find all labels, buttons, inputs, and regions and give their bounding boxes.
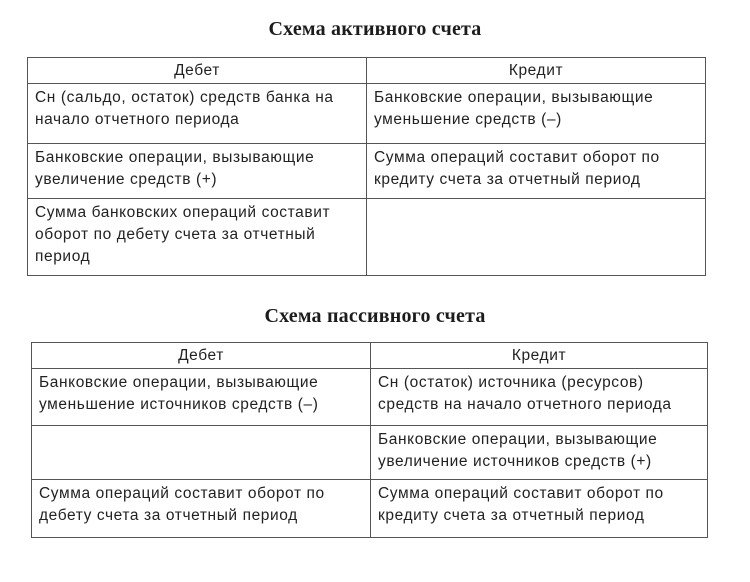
debit-cell: Сн (сальдо, остаток) средств банка на начало отчетного периода [28,84,367,144]
debit-column-header: Дебет [28,58,367,84]
credit-column-header: Кредит [367,58,706,84]
credit-cell: Сумма операций составит оборот по кредиту счета за отчетный период [371,480,708,538]
table-row [32,426,708,480]
table-row [28,199,706,276]
debit-cell: Сумма банковских операций составит оборот по дебету счета за отчетный период [28,199,367,276]
debit-cell: Банковские операции, вызывающие увеличение средств (+) [28,144,367,199]
table-header-row [28,58,706,84]
credit-cell-empty [367,199,706,276]
table-row [32,480,708,538]
debit-cell: Банковские операции, вызывающие уменьшение источников средств (–) [32,369,371,426]
debit-column-header: Дебет [32,343,371,369]
table-header-row [32,343,708,369]
table-row [32,369,708,426]
passive-scheme-title: Схема пассивного счета [264,305,486,327]
credit-column-header: Кредит [371,343,708,369]
table-row [28,84,706,144]
table-row [28,144,706,199]
active-scheme-table [27,57,706,276]
debit-cell-empty [32,426,371,480]
debit-cell: Сумма операций составит оборот по дебету счета за отчетный период [32,480,371,538]
credit-cell: Сумма операций составит оборот по кредиту счета за отчетный период [367,144,706,199]
credit-cell: Банковские операции, вызывающие увеличение источников средств (+) [371,426,708,480]
credit-cell: Банковские операции, вызывающие уменьшение средств (–) [367,84,706,144]
active-scheme-title: Схема активного счета [268,18,482,40]
passive-scheme-table [31,342,708,538]
credit-cell: Сн (остаток) источника (ресурсов) средств на начало отчетного периода [371,369,708,426]
